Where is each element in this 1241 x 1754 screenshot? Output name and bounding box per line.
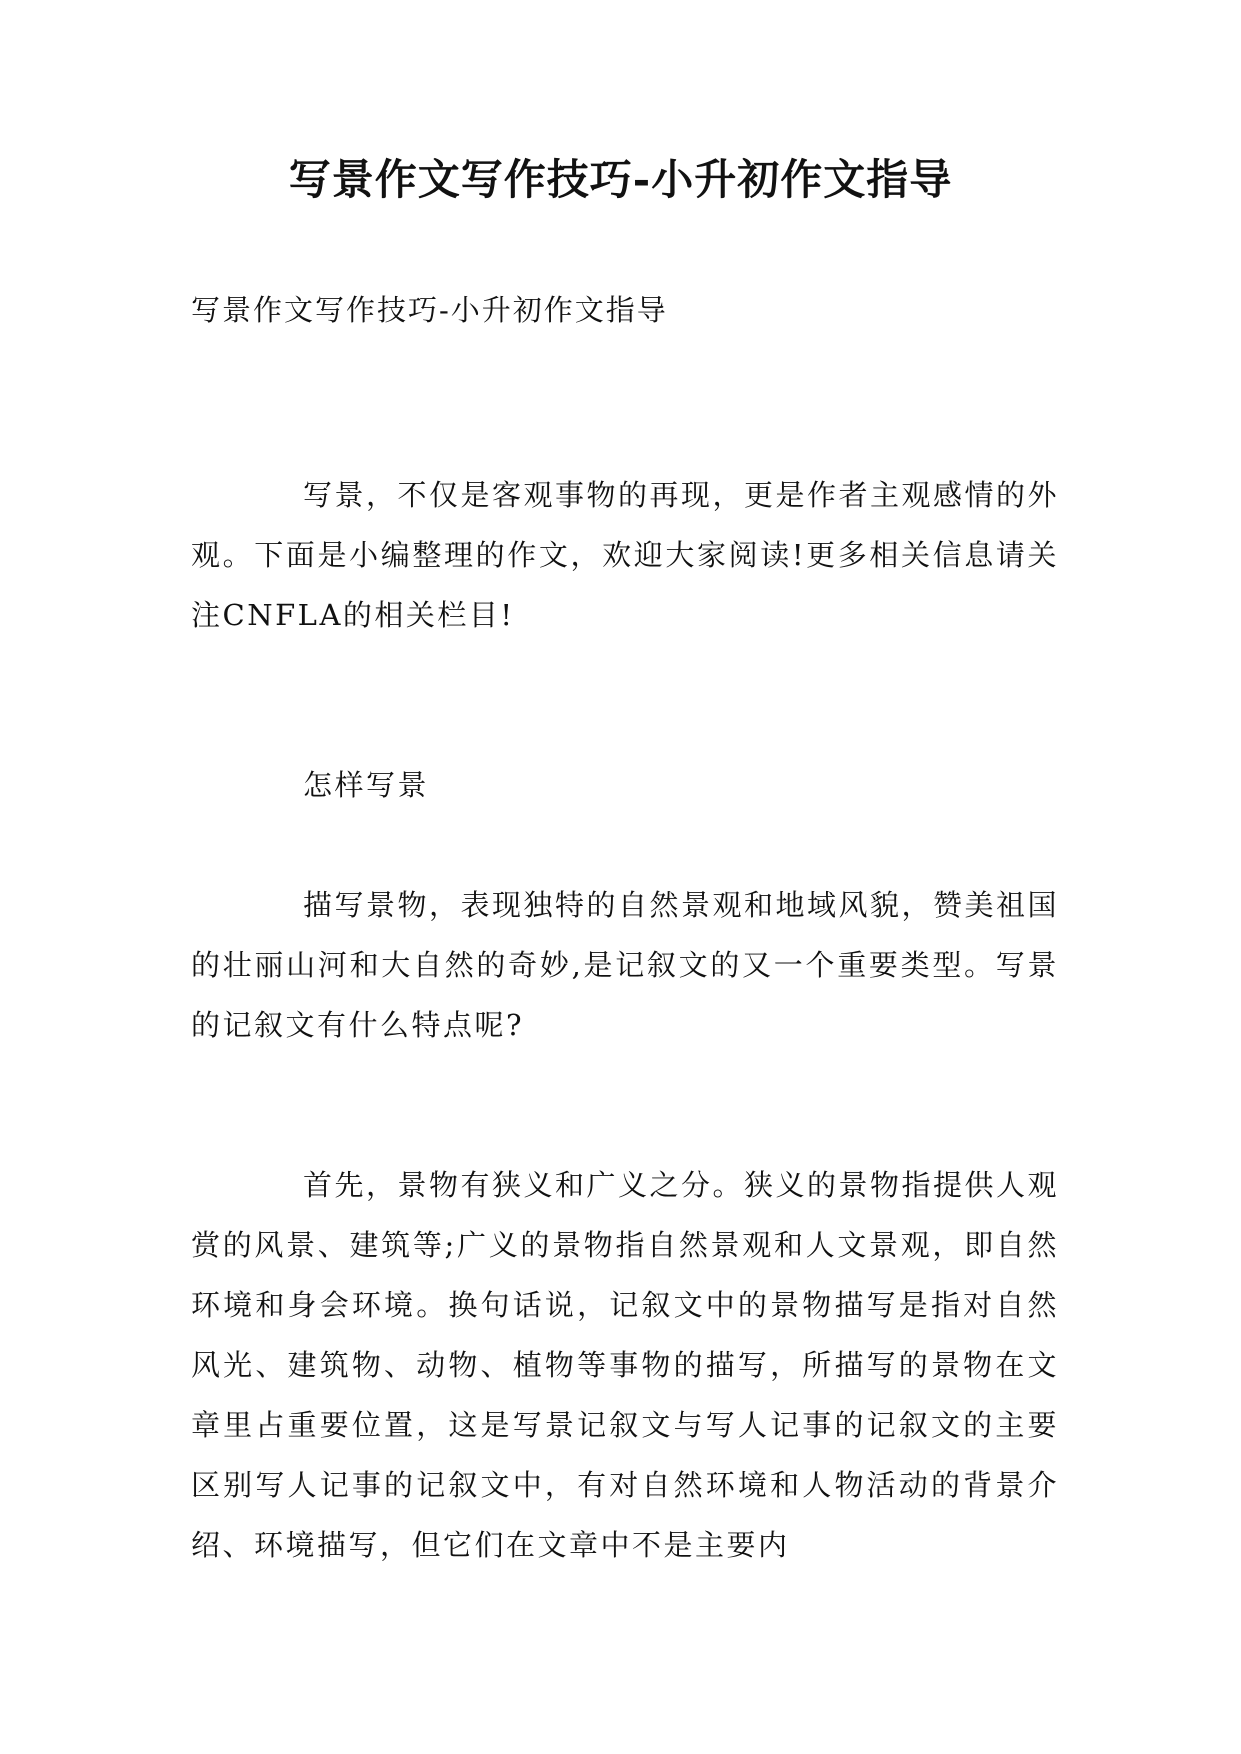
document-title: 写景作文写作技巧-小升初作文指导 bbox=[288, 155, 953, 204]
paragraph-intro: 写景，不仅是客观事物的再现，更是作者主观感情的外观。下面是小编整理的作文，欢迎大家阅读!更多相关信息请关注CNFLA的相关栏目! bbox=[191, 478, 1060, 632]
section-heading: 怎样写景 bbox=[303, 768, 430, 802]
paragraph-describe: 描写景物，表现独特的自然景观和地域风貌，赞美祖国的壮丽山河和大自然的奇妙,是记叙文的又一个重要类型。写景的记叙文有什么特点呢? bbox=[191, 888, 1060, 1042]
paragraph-first: 首先，景物有狭义和广义之分。狭义的景物指提供人观赏的风景、建筑等;广义的景物指自然景观和人文景观，即自然环境和身会环境。换句话说，记叙文中的景物描写是指对自然风光、建筑物、动物、植物等事物的描写，所描写的景物在文章里占重要位置，这是写景记叙文与写人记事的记叙文的主要区别写人记事的记叙文中，有对自然环境和人物活动的背景介绍、环境描写，但它们在文章中不是主要内 bbox=[191, 1168, 1060, 1562]
document-subtitle: 写景作文写作技巧-小升初作文指导 bbox=[191, 293, 668, 327]
